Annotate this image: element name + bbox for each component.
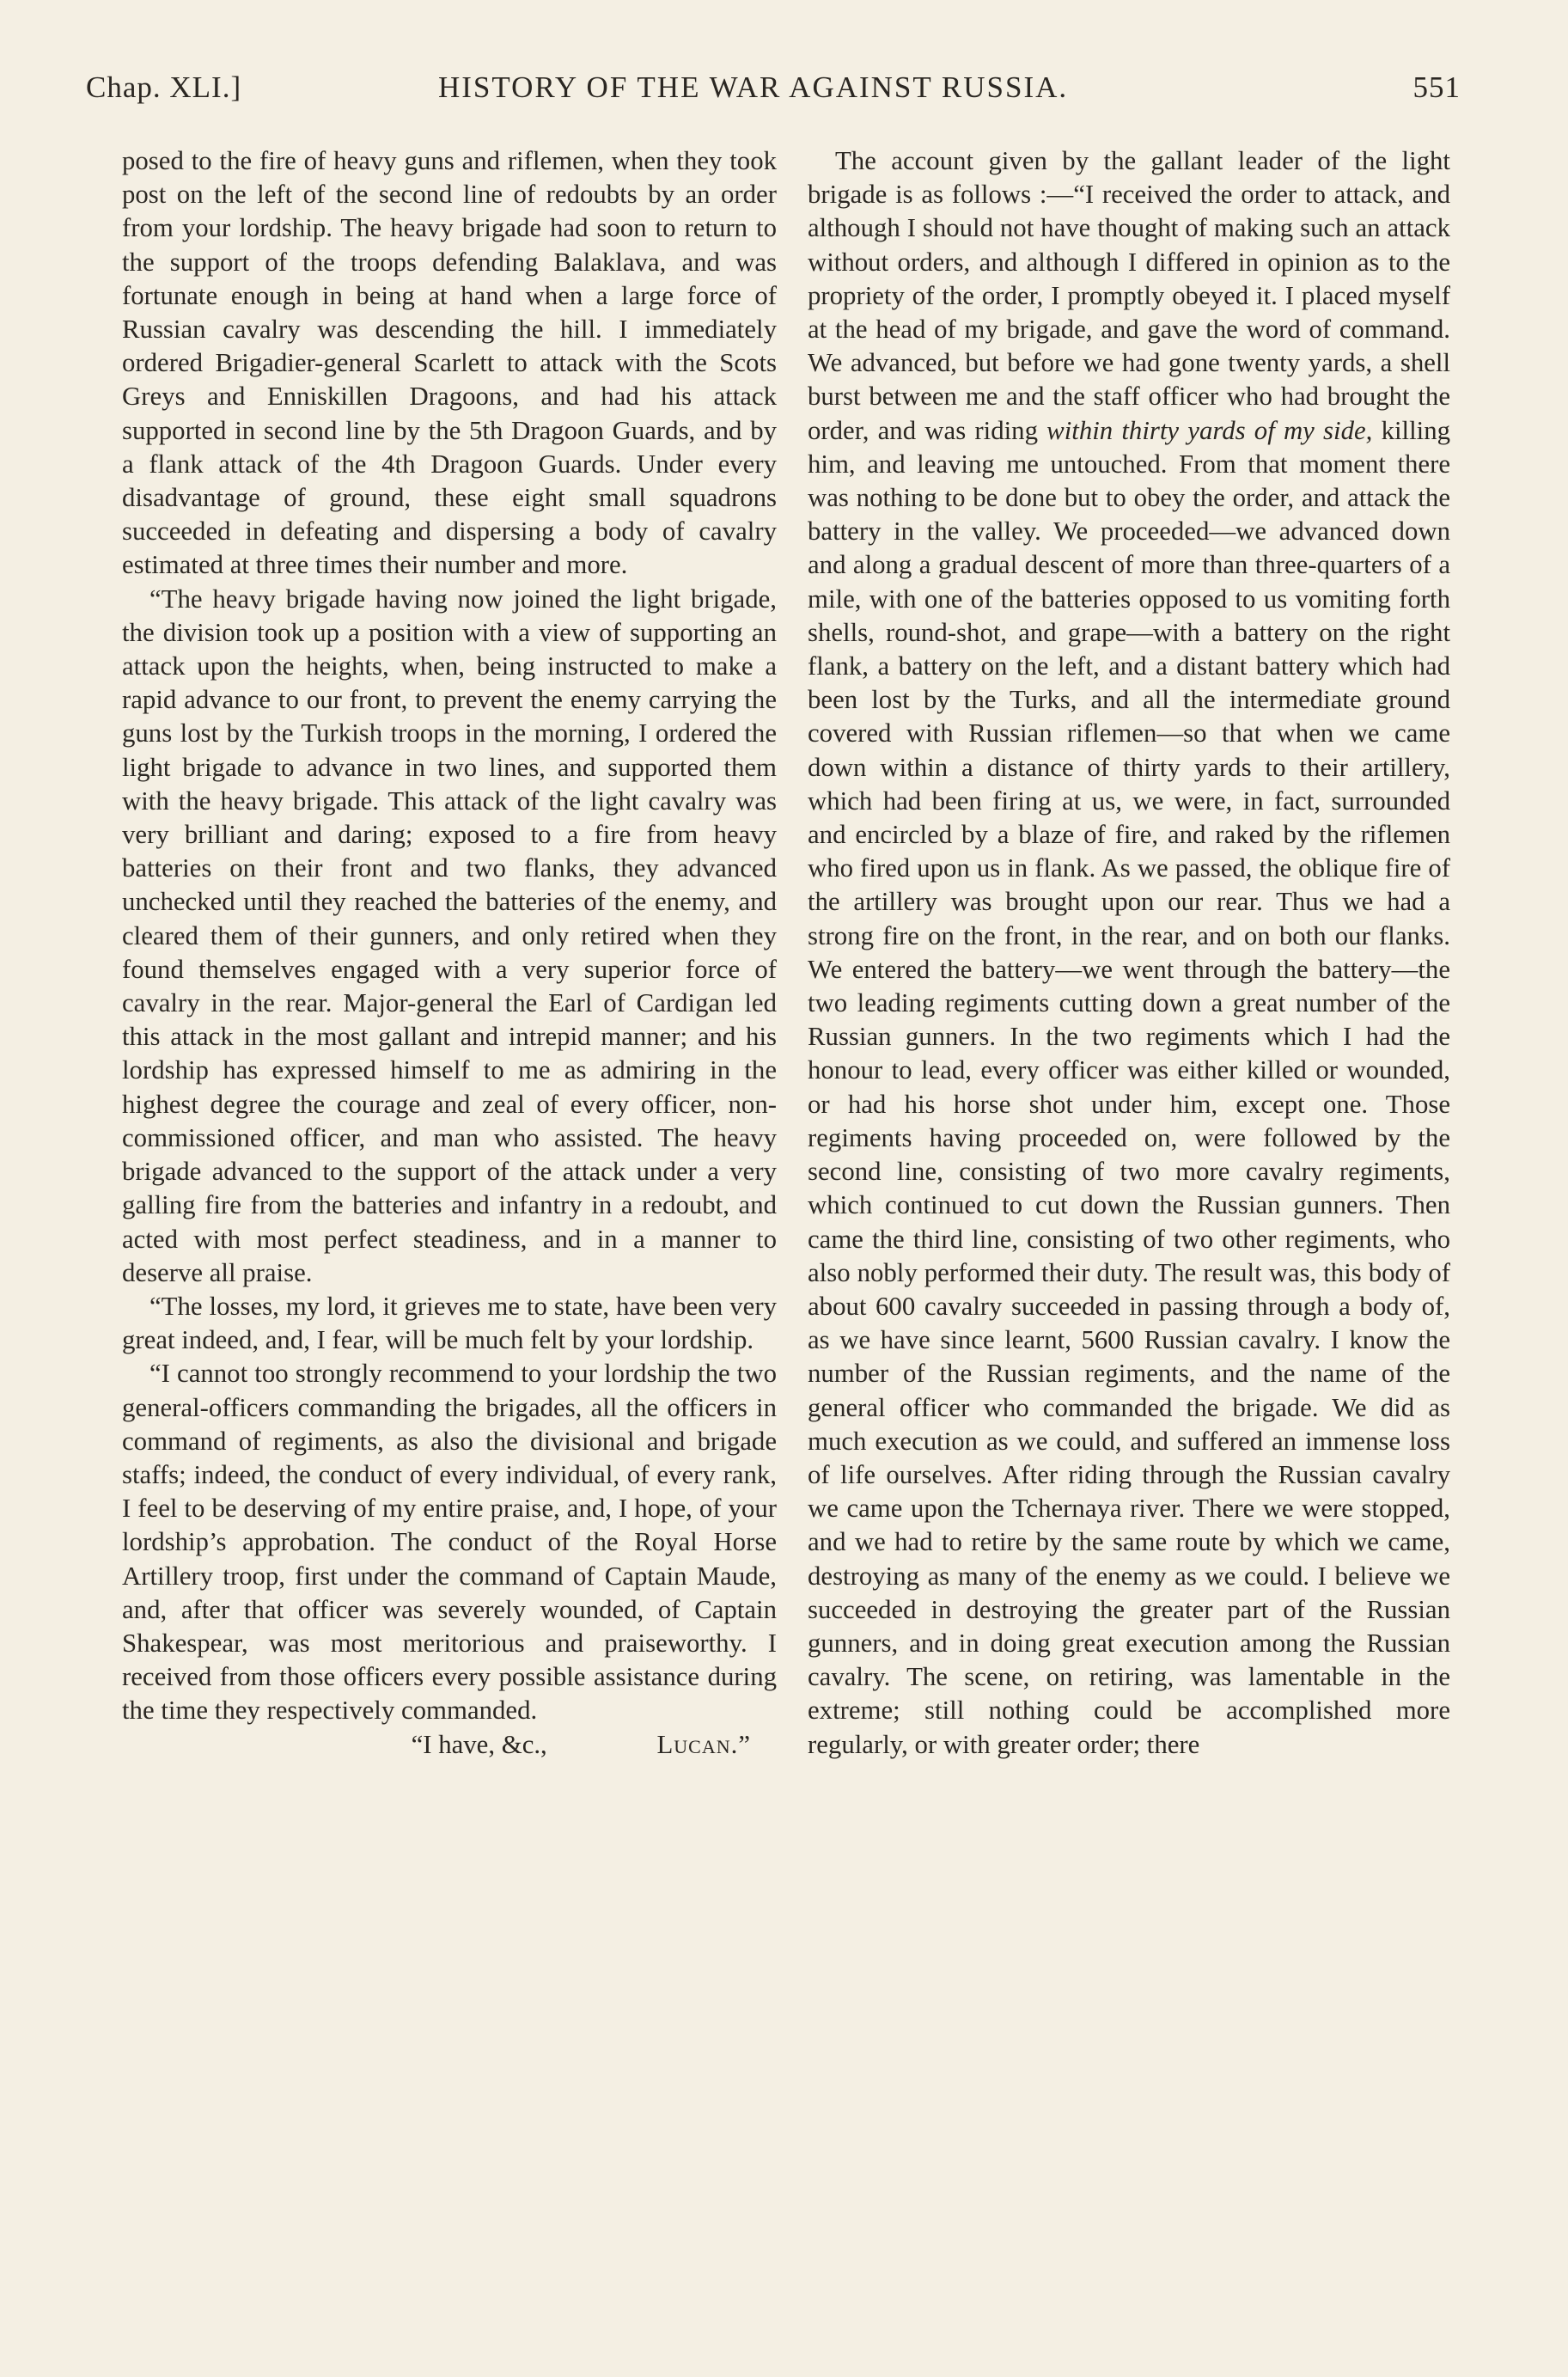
text-run: The account given by the gallant leader of the light brigade is as follows :—“I received the order to attack, and although I should not have thought of making such an attack without orders, and although I differed in opinion as to the propriety of the order, I promptly obeyed it. I placed myself at the head of my brigade, and gave the word of command. We advanced, but before we had gone twenty yards, a shell burst between me and the staff officer who had brought the order, and was riding	[808, 146, 1450, 445]
paragraph: “The heavy brigade having now joined the light brigade, the division took up a position with a view of supporting an attack upon the heights, when, being instructed to make a rapid advance to our front, to prevent the enemy carrying the guns lost by the Turkish troops in the morning, I ordered the light brigade to advance in two lines, and supported them with the heavy brigade. This attack of the light cavalry was very brilliant and daring; exposed to a fire from heavy batteries on their front and two flanks, they advanced unchecked until they reached the batteries of the enemy, and cleared them of their gunners, and only retired when they found themselves engaged with a very superior force of cavalry in the rear. Major-general the Earl of Cardigan led this attack in the most gallant and intrepid manner; and his lordship has expressed himself to me as admiring in the highest degree the courage and zeal of every officer, non-commissioned officer, and man who assisted. The heavy brigade advanced to the support of the attack under a very galling fire from the batteries and infantry in a redoubt, and acted with most perfect steadiness, and in a manner to deserve all praise.	[122, 584, 777, 1287]
right-column	[808, 144, 1450, 1762]
signatory-name: Lucan.”	[656, 1729, 751, 1759]
paragraph: “I cannot too strongly recommend to your lordship the two general-officers commanding the brigades, all the officers in command of regiments, as also the divisional and brigade staffs; indeed, the conduct of every individual, of every rank, I feel to be deserving of my entire praise, and, I hope, of your lordship’s approbation. The conduct of the Royal Horse Artillery troop, first under the command of Captain Maude, and, after that officer was severely wounded, of Captain Shakespear, was most meritorious and praiseworthy. I received from those officers every possible assistance during the time they respectively commanded.	[122, 1359, 777, 1726]
paragraph: posed to the fire of heavy guns and riflemen, when they took post on the left of the second line of redoubts by an order from your lordship. The heavy brigade had soon to return to the support of the troops defending Balaklava, and was fortunate enough in being at hand when a large force of Russian cavalry was descending the hill. I immediately ordered Brigadier-general Scarlett to attack with the Scots Greys and Enniskillen Dragoons, and had his attack supported in second line by the 5th Dragoon Guards, and by a flank attack of the 4th Dragoon Guards. Under every disadvantage of ground, these eight small squadrons succeeded in defeating and dispersing a body of cavalry estimated at three times their number and more.	[122, 146, 777, 580]
page-number: 551	[1412, 70, 1461, 104]
paragraph: “The losses, my lord, it grieves me to state, have been very great indeed, and, I fear, will be much felt by your lordship.	[122, 1291, 777, 1355]
italic-emphasis: within thirty yards of my side,	[1046, 415, 1373, 445]
signature-line	[122, 1728, 777, 1762]
left-column	[122, 144, 777, 1762]
text-run: killing him, and leaving me untouched. From that moment there was nothing to be done but to obey the order, and attack the battery in the valley. We proceeded—we advanced down and along a gradual descent of more than three-quarters of a mile, with one of the batteries opposed to us vomiting forth shells, round-shot, and grape—with a battery on the right flank, a battery on the left, and a distant battery which had been lost by the Turks, and all the intermediate ground covered with Russian riflemen—so that when we came down within a distance of thirty yards to their artillery, which had been firing at us, we were, in fact, surrounded and encircled by a blaze of fire, and raked by the riflemen who fired upon us in flank. As we passed, the oblique fire of the artillery was brought upon our rear. Thus we had a strong fire on the front, in the rear, and on both our flanks. We entered the battery—we went through the battery—the two leading regiments cutting down a great number of the Russian gunners. In the two regiments which I had the honour to lead, every officer was either killed or wounded, or had his horse shot under him, except one. Those regiments having proceeded on, were followed by the second line, consisting of two more cavalry regiments, which continued to cut down the Russian gunners. Then came the third line, consisting of two other regiments, who also nobly performed their duty. The result was, this body of about 600 cavalry succeeded in passing through a body of, as we have since learnt, 5600 Russian cavalry. I know the number of the Russian regiments, and the name of the general officer who commanded the brigade. We did as much execution as we could, and suffered an immense loss of life ourselves. After riding through the Russian cavalry we came upon the Tchernaya river. There we were stopped, and we had to retire by the same route by which we came, destroying as many of the enemy as we could. I believe we succeeded in destroying the greater part of the Russian gunners, and in doing great execution among the Russian cavalry. The scene, on retiring, was lamentable in the extreme; still nothing could be accomplished more regularly, or with greater order; there	[808, 415, 1450, 1759]
running-title: HISTORY OF THE WAR AGAINST RUSSIA.	[438, 70, 1069, 104]
closing-greeting: “I have, &c.,	[411, 1729, 547, 1759]
running-header	[86, 70, 1461, 122]
paragraph	[808, 144, 1450, 1762]
chapter-label: Chap. XLI.]	[86, 70, 242, 104]
